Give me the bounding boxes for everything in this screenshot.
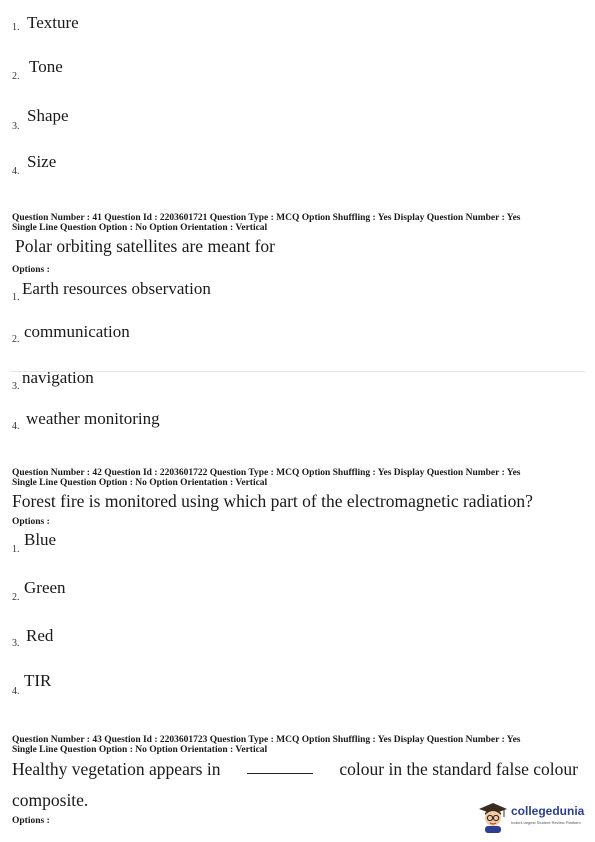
q42-option-2-number: 2. [12, 592, 20, 603]
q41-option-3-number: 3. [12, 381, 20, 392]
q41-option-4-text[interactable]: weather monitoring [26, 409, 160, 428]
q43-question-part1: Healthy vegetation appears in [12, 759, 221, 779]
q42-options-label: Options : [12, 517, 50, 527]
q42-option-3-number: 3. [12, 638, 20, 649]
q41-option-1-number: 1. [12, 292, 20, 303]
q41-meta [12, 213, 520, 233]
q42-meta [12, 468, 520, 488]
q43-meta-line1: Question Number : 43 Question Id : 2203601723 Question Type : MCQ Option Shuffling : Yes Display Question Number : Yes [12, 735, 521, 745]
q42-option-2-text[interactable]: Green [24, 578, 66, 597]
prev-option-4-number: 4. [12, 166, 20, 177]
divider [10, 371, 585, 372]
q43-answer-blank [247, 759, 313, 774]
prev-option-1-number: 1. [12, 22, 20, 33]
logo-wordmark: collegedunia [511, 804, 585, 818]
collegedunia-logo [478, 800, 590, 834]
student-mascot-icon [478, 801, 508, 833]
prev-option-3-text: Shape [27, 106, 69, 125]
prev-option-3-number: 3. [12, 121, 20, 132]
q41-meta-line2: Single Line Question Option : No Option Orientation : Vertical [12, 223, 268, 233]
q41-option-2-number: 2. [12, 334, 20, 345]
q42-meta-line2: Single Line Question Option : No Option Orientation : Vertical [12, 478, 268, 488]
q41-option-3-text[interactable]: navigation [22, 368, 94, 387]
prev-option-2-text: Tone [29, 57, 63, 76]
logo-tagline: India's largest Student Review Platform [511, 820, 581, 825]
prev-option-4-text: Size [27, 152, 57, 171]
q42-question-text: Forest fire is monitored using which part of the electromagnetic radiation? [12, 491, 533, 511]
q42-option-1-text[interactable]: Blue [24, 530, 57, 549]
q43-meta [12, 735, 520, 755]
q42-option-4-text[interactable]: TIR [24, 671, 52, 690]
q43-question-line2: composite. [12, 790, 89, 810]
q43-question-line1 [12, 759, 578, 780]
prev-option-1-text: Texture [27, 13, 79, 32]
q41-question-text: Polar orbiting satellites are meant for [15, 236, 275, 256]
q43-options-label: Options : [12, 816, 50, 826]
q43-question-part2: colour in the standard false colour [339, 759, 578, 779]
q41-meta-line1: Question Number : 41 Question Id : 2203601721 Question Type : MCQ Option Shuffling : Yes Display Question Number : Yes [12, 213, 521, 223]
q42-option-4-number: 4. [12, 686, 20, 697]
q41-option-2-text[interactable]: communication [24, 322, 130, 341]
q41-option-4-number: 4. [12, 421, 20, 432]
prev-option-2-number: 2. [12, 71, 20, 82]
q42-option-3-text[interactable]: Red [26, 626, 54, 645]
q42-option-1-number: 1. [12, 544, 20, 555]
q41-options-label: Options : [12, 265, 50, 275]
q41-option-1-text[interactable]: Earth resources observation [22, 279, 211, 298]
q42-meta-line1: Question Number : 42 Question Id : 2203601722 Question Type : MCQ Option Shuffling : Yes Display Question Number : Yes [12, 468, 521, 478]
q43-meta-line2: Single Line Question Option : No Option Orientation : Vertical [12, 745, 268, 755]
